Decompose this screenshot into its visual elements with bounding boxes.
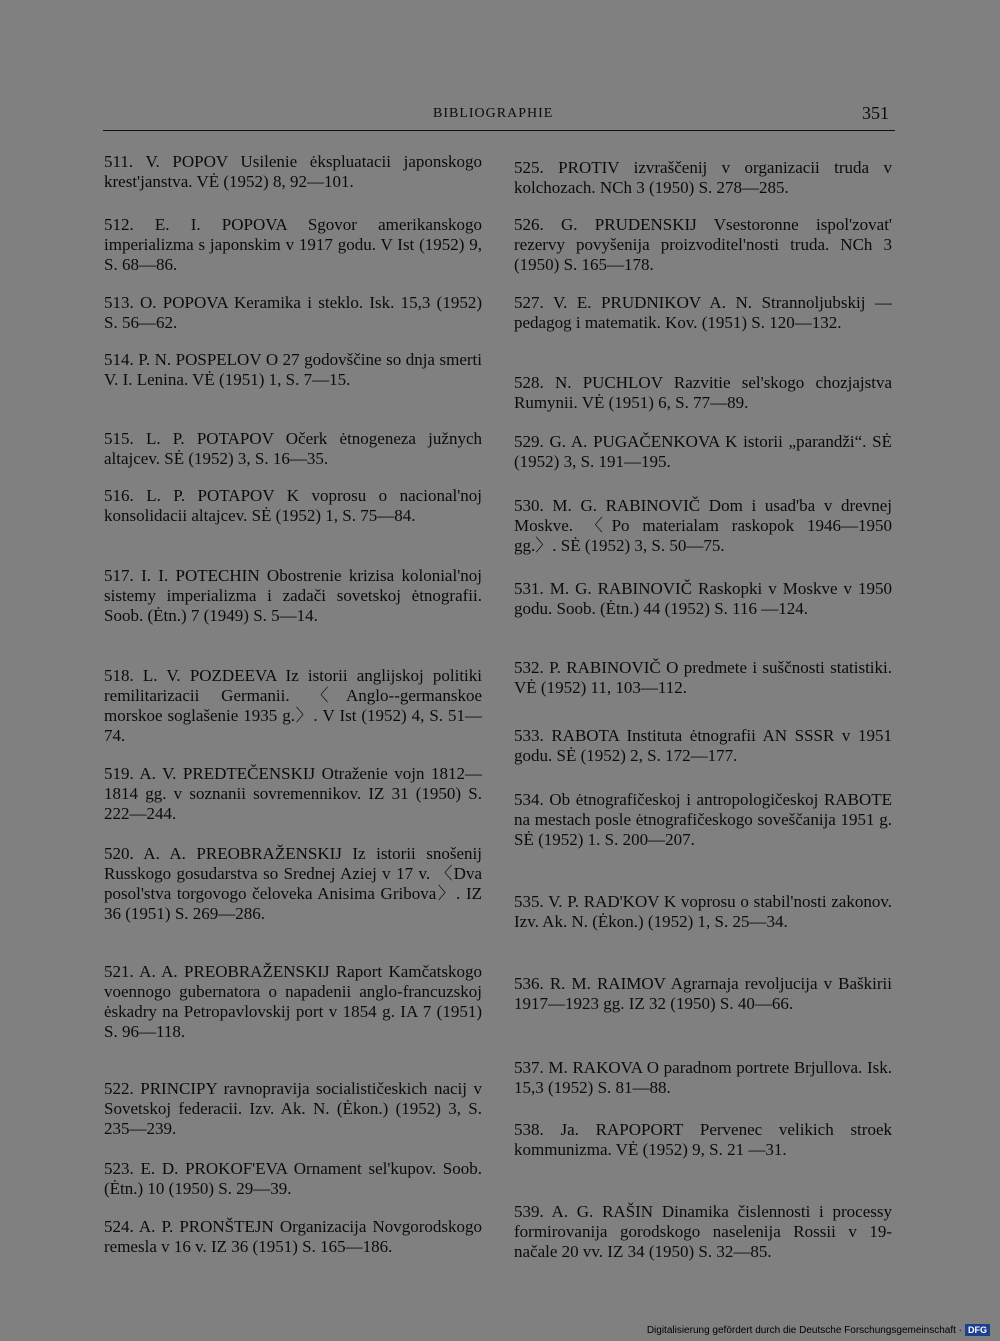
running-title: BIBLIOGRAPHIE bbox=[433, 106, 554, 121]
bibliography-entry: 529. G. A. PUGAČENKOVA K istorii „parandži“. SĖ (1952) 3, S. 191—195. bbox=[514, 432, 892, 471]
bibliography-entry: 538. Ja. RAPOPORT Pervenec velikich stroek kommunizma. VĖ (1952) 9, S. 21 —31. bbox=[514, 1120, 892, 1159]
bibliography-entry: 531. M. G. RABINOVIČ Raskopki v Moskve v 1950 godu. Soob. (Ėtn.) 44 (1952) S. 116 —124. bbox=[514, 579, 892, 618]
bibliography-entry: 518. L. V. POZDEEVA Iz istorii anglijskoj politiki remilitarizacii Germanii. 〈Anglo--germanskoe morskoe soglašenie 1935 g.〉. V Ist (1952) 4, S. 51—74. bbox=[104, 666, 482, 745]
bibliography-entry: 515. L. P. POTAPOV Očerk ėtnogeneza južnych altajcev. SĖ (1952) 3, S. 16—35. bbox=[104, 429, 482, 468]
bibliography-entry: 522. PRINCIPY ravnopravija socialističeskich nacij v Sovetskoj federacii. Izv. Ak. N. (Ėkon.) (1952) 3, S. 235—239. bbox=[104, 1079, 482, 1138]
bibliography-entry: 521. A. A. PREOBRAŽENSKIJ Raport Kamčatskogo voennogo gubernatora o napadenii anglo-francuzskoj ėskadry na Petropavlovskij port v 1854 g. IA 7 (1951) S. 96—118. bbox=[104, 962, 482, 1041]
page-header bbox=[103, 100, 895, 131]
bibliography-entry: 514. P. N. POSPELOV O 27 godovščine so dnja smerti V. I. Lenina. VĖ (1951) 1, S. 7—15. bbox=[104, 350, 482, 389]
bibliography-entry: 519. A. V. PREDTEČENSKIJ Otraženie vojn 1812—1814 gg. v soznanii sovremennikov. IZ 31 (1950) S. 222—244. bbox=[104, 764, 482, 823]
footer-text: Digitalisierung gefördert durch die Deutsche Forschungsgemeinschaft · bbox=[646, 1324, 962, 1336]
bibliography-entry: 536. R. M. RAIMOV Agrarnaja revoljucija v Baškirii 1917—1923 gg. IZ 32 (1950) S. 40—66. bbox=[514, 974, 892, 1013]
bibliography-entry: 511. V. POPOV Usilenie ėkspluatacii japonskogo krest'janstva. VĖ (1952) 8, 92—101. bbox=[104, 152, 482, 191]
bibliography-entry: 525. PROTIV izvraščenij v organizacii truda v kolchozach. NCh 3 (1950) S. 278—285. bbox=[514, 158, 892, 197]
digitization-footer bbox=[647, 1324, 990, 1336]
bibliography-entry: 533. RABOTA Instituta ėtnografii AN SSSR v 1951 godu. SĖ (1952) 2, S. 172—177. bbox=[514, 726, 892, 765]
bibliography-entry: 513. O. POPOVA Keramika i steklo. Isk. 15,3 (1952) S. 56—62. bbox=[104, 293, 482, 332]
bibliography-entry: 512. E. I. POPOVA Sgovor amerikanskogo imperializma s japonskim v 1917 godu. V Ist (1952) 9, S. 68—86. bbox=[104, 215, 482, 274]
bibliography-entry: 523. E. D. PROKOF'EVA Ornament sel'kupov. Soob. (Ėtn.) 10 (1950) S. 29—39. bbox=[104, 1159, 482, 1198]
bibliography-entry: 535. V. P. RAD'KOV K voprosu o stabil'nosti zakonov. Izv. Ak. N. (Ėkon.) (1952) 1, S. 25—34. bbox=[514, 892, 892, 931]
bibliography-entry: 528. N. PUCHLOV Razvitie sel'skogo chozjajstva Rumynii. VĖ (1951) 6, S. 77—89. bbox=[514, 373, 892, 412]
bibliography-entry: 539. A. G. RAŠIN Dinamika čislennosti i processy formirovanija gorodskogo naselenija Rossii v 19-načale 20 vv. IZ 34 (1950) S. 32—85. bbox=[514, 1202, 892, 1261]
bibliography-entry: 526. G. PRUDENSKIJ Vsestoronne ispol'zovat' rezervy povyšenija proizvoditel'nosti truda. NCh 3 (1950) S. 165—178. bbox=[514, 215, 892, 274]
bibliography-entry: 537. M. RAKOVA O paradnom portrete Brjullova. Isk. 15,3 (1952) S. 81—88. bbox=[514, 1058, 892, 1097]
dfg-logo: DFG bbox=[965, 1324, 990, 1336]
bibliography-entry: 517. I. I. POTECHIN Obostrenie krizisa kolonial'noj sistemy imperializma i zadači sovetskoj ėtnografii. Soob. (Ėtn.) 7 (1949) S. 5—14. bbox=[104, 566, 482, 625]
bibliography-entry: 524. A. P. PRONŠTEJN Organizacija Novgorodskogo remesla v 16 v. IZ 36 (1951) S. 165—186. bbox=[104, 1217, 482, 1256]
bibliography-entry: 530. M. G. RABINOVIČ Dom i usad'ba v drevnej Moskve. 〈Po materialam raskopok 1946—1950 gg.〉. SĖ (1952) 3, S. 50—75. bbox=[514, 496, 892, 555]
bibliography-entry: 532. P. RABINOVIČ O predmete i suščnosti statistiki. VĖ (1952) 11, 103—112. bbox=[514, 658, 892, 697]
bibliography-entry: 534. Ob ėtnografičeskoj i antropologičeskoj RABOTE na mestach posle ėtnografičeskogo soveščanija 1951 g. SĖ (1952) 1. S. 200—207. bbox=[514, 790, 892, 849]
bibliography-entry: 516. L. P. POTAPOV K voprosu o nacional'noj konsolidacii altajcev. SĖ (1952) 1, S. 75—84. bbox=[104, 486, 482, 525]
page-number: 351 bbox=[862, 103, 889, 123]
bibliography-entry: 527. V. E. PRUDNIKOV A. N. Strannoljubskij — pedagog i matematik. Kov. (1951) S. 120—132. bbox=[514, 293, 892, 332]
bibliography-entry: 520. A. A. PREOBRAŽENSKIJ Iz istorii snošenij Russkogo gosudarstva so Srednej Aziej v 17 v. 〈Dva posol'stva torgovogo čeloveka Anisima Gribova〉. IZ 36 (1951) S. 269—286. bbox=[104, 844, 482, 923]
